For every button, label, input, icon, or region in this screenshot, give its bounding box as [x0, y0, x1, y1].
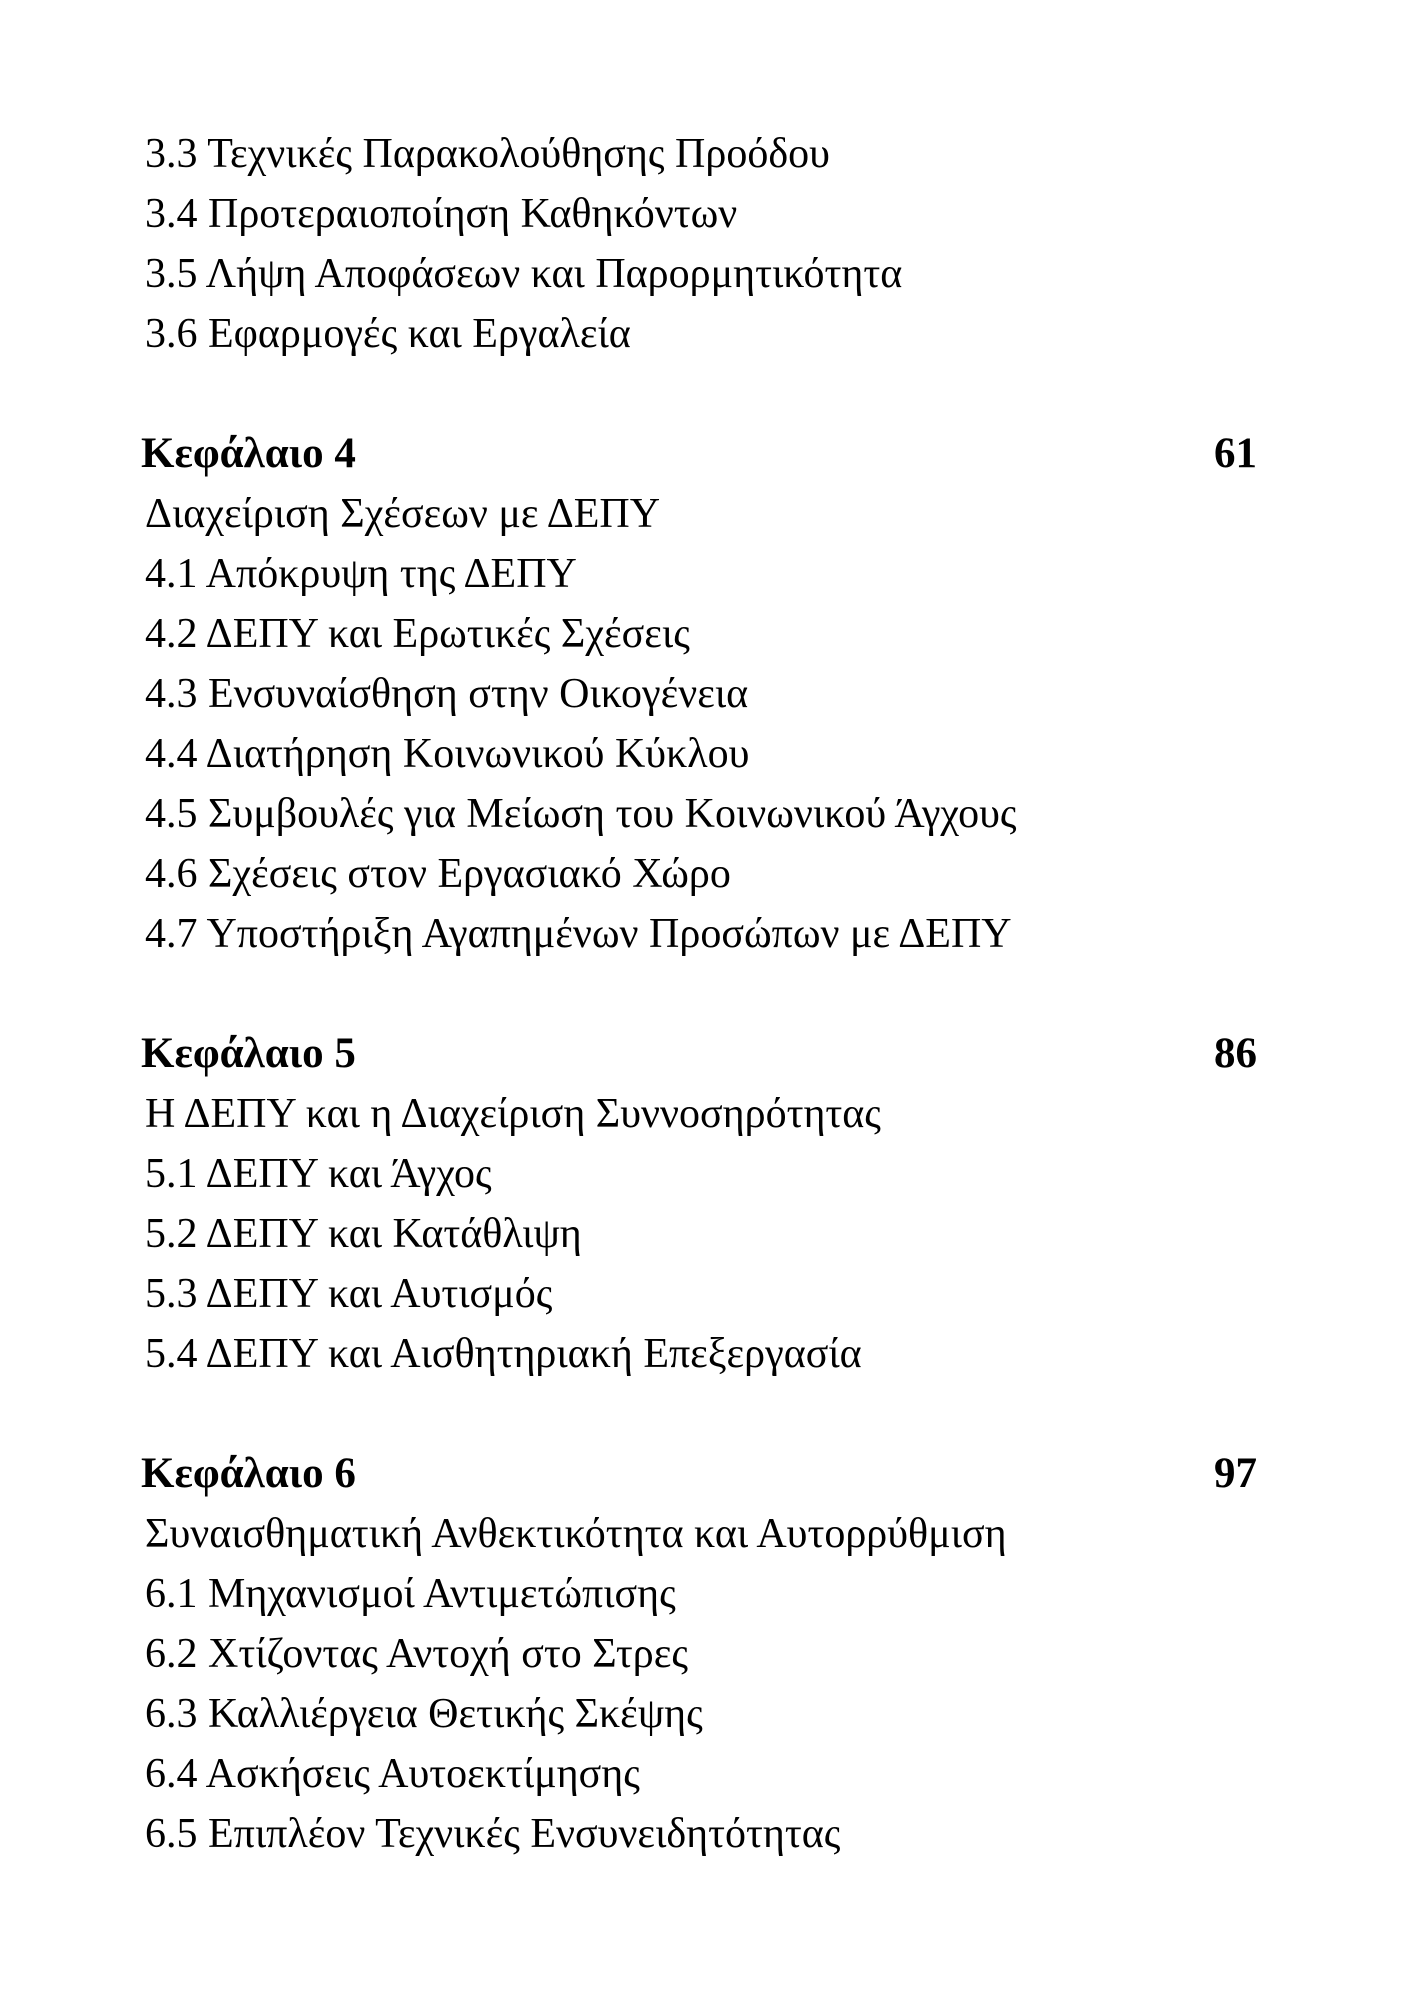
toc-entry-list [141, 1144, 1257, 1384]
toc-entry-list [141, 544, 1257, 964]
chapter-subtitle: Συναισθηματική Ανθεκτικότητα και Αυτορρύθμιση [145, 1511, 1007, 1557]
toc-entry: 6.1 Μηχανισμοί Αντιμετώπισης [145, 1571, 676, 1617]
chapter-heading-row [141, 1444, 1257, 1504]
chapter-heading-row [141, 1024, 1257, 1084]
toc-entry: 4.6 Σχέσεις στον Εργασιακό Χώρο [145, 851, 731, 897]
chapter-heading-row [141, 424, 1257, 484]
toc-entry: 6.5 Επιπλέον Τεχνικές Ενσυνειδητότητας [145, 1811, 841, 1857]
toc-entry: 5.4 ΔΕΠΥ και Αισθητηριακή Επεξεργασία [145, 1331, 862, 1377]
toc-entry: 4.5 Συμβουλές για Μείωση του Κοινωνικού Άγχους [145, 791, 1017, 837]
toc-entry: 3.6 Εφαρμογές και Εργαλεία [145, 311, 631, 357]
toc-entry: 4.4 Διατήρηση Κοινωνικού Κύκλου [145, 731, 750, 777]
chapter-page-number: 97 [1214, 1450, 1257, 1497]
chapter-subtitle: Διαχείριση Σχέσεων με ΔΕΠΥ [145, 491, 661, 537]
chapter-page-number: 86 [1214, 1030, 1257, 1077]
toc-entry: 4.2 ΔΕΠΥ και Ερωτικές Σχέσεις [145, 611, 690, 657]
toc-entry: 3.5 Λήψη Αποφάσεων και Παρορμητικότητα [145, 251, 903, 297]
toc-section [141, 424, 1257, 964]
toc-entry: 5.3 ΔΕΠΥ και Αυτισμός [145, 1271, 553, 1317]
toc-entry: 6.3 Καλλιέργεια Θετικής Σκέψης [145, 1691, 703, 1737]
toc-section [141, 124, 1257, 364]
toc-entry: 4.7 Υποστήριξη Αγαπημένων Προσώπων με ΔΕΠΥ [145, 911, 1012, 957]
toc-section [141, 1444, 1257, 1864]
chapter-title: Κεφάλαιο 6 [141, 1450, 356, 1497]
chapter-title: Κεφάλαιο 4 [141, 430, 356, 477]
toc-entry: 4.3 Ενσυναίσθηση στην Οικογένεια [145, 671, 749, 717]
toc-section [141, 1024, 1257, 1384]
toc-entry: 3.3 Τεχνικές Παρακολούθησης Προόδου [145, 131, 830, 177]
chapter-page-number: 61 [1214, 430, 1257, 477]
toc-entry: 5.1 ΔΕΠΥ και Άγχος [145, 1151, 492, 1197]
toc-entry: 6.2 Χτίζοντας Αντοχή στο Στρες [145, 1631, 689, 1677]
toc-entry-list [141, 124, 1257, 364]
table-of-contents [141, 124, 1257, 1864]
toc-entry: 5.2 ΔΕΠΥ και Κατάθλιψη [145, 1211, 582, 1257]
chapter-subtitle: Η ΔΕΠΥ και η Διαχείριση Συννοσηρότητας [145, 1091, 881, 1137]
toc-entry: 4.1 Απόκρυψη της ΔΕΠΥ [145, 551, 577, 597]
toc-entry: 6.4 Ασκήσεις Αυτοεκτίμησης [145, 1751, 640, 1797]
toc-entry: 3.4 Προτεραιοποίηση Καθηκόντων [145, 191, 738, 237]
toc-entry-list [141, 1564, 1257, 1864]
chapter-title: Κεφάλαιο 5 [141, 1030, 356, 1077]
